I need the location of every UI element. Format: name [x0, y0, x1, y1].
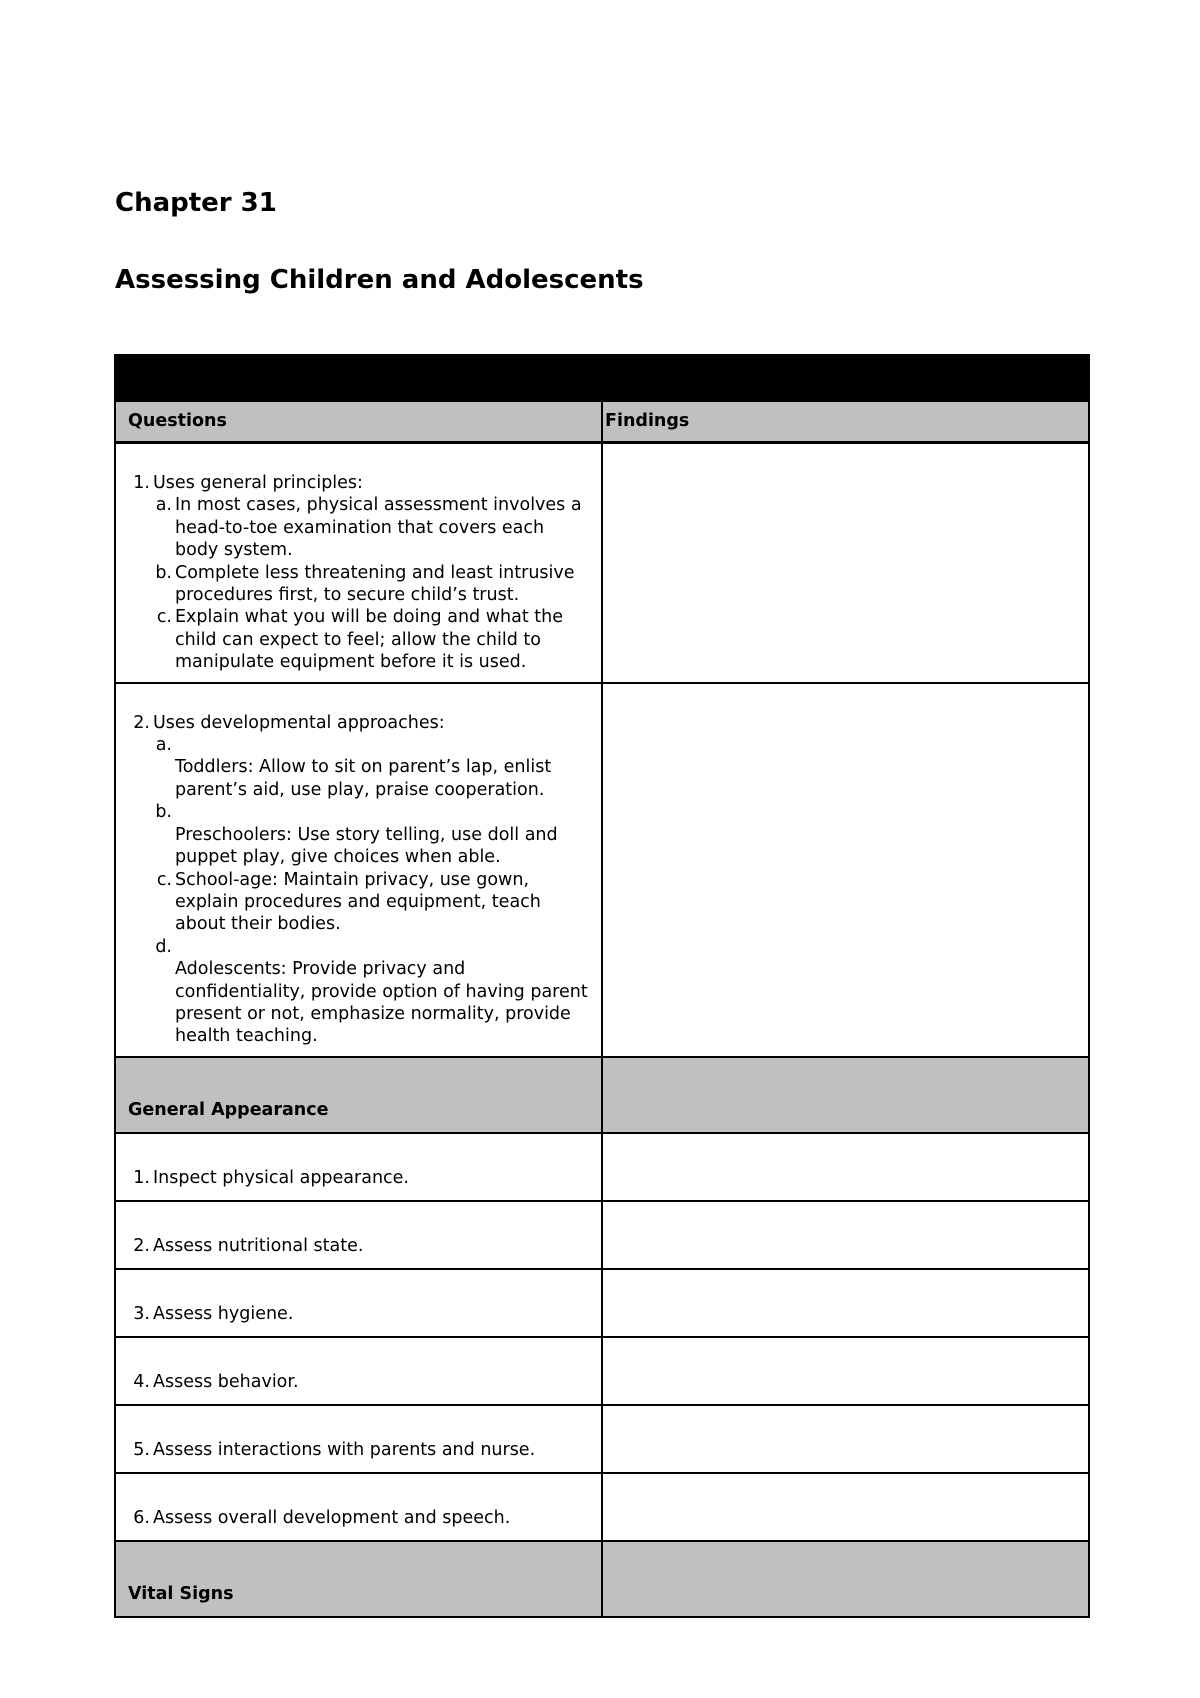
findings-cell[interactable] [602, 1201, 1089, 1269]
table-row [115, 683, 1089, 1057]
sub-item-letter: a. [155, 735, 172, 756]
sub-item [128, 494, 589, 561]
chapter-heading: Chapter 31 [115, 188, 277, 218]
findings-cell[interactable] [602, 1133, 1089, 1201]
item-text: Assess nutritional state. [153, 1236, 364, 1257]
table-banner [115, 355, 1089, 401]
sub-item-text: Complete less threatening and least intrusive procedures first, to secure child’s trust. [175, 562, 575, 606]
sub-item-letter-line [128, 936, 589, 958]
table-row [115, 1337, 1089, 1405]
item-number: 1. [133, 1168, 150, 1189]
sub-item-text: Adolescents: Provide privacy and confidentiality, provide option of having parent present or not, emphasize normality, provide health teaching. [175, 959, 588, 1047]
findings-cell[interactable] [602, 683, 1089, 1057]
findings-cell[interactable] [602, 1337, 1089, 1405]
question-cell [115, 1473, 602, 1541]
sub-item-text: Explain what you will be doing and what the child can expect to feel; allow the child to manipulate equipment before it is used. [175, 607, 563, 673]
sub-item [128, 869, 589, 936]
question-cell [115, 443, 602, 683]
findings-cell[interactable] [602, 1269, 1089, 1337]
sub-item-letter: b. [155, 562, 172, 583]
section-findings-cell [602, 1057, 1089, 1133]
item-number: 2. [133, 1236, 150, 1257]
sub-item-letter: c. [156, 607, 172, 628]
item-text: Assess hygiene. [153, 1304, 294, 1325]
sub-item-text: Toddlers: Allow to sit on parent’s lap, enlist parent’s aid, use play, praise cooperation. [175, 757, 552, 800]
item-text: Assess overall development and speech. [153, 1508, 511, 1529]
table-header-row [115, 401, 1089, 443]
sub-item-letter: c. [156, 869, 172, 890]
item-number: 3. [133, 1304, 150, 1325]
table-row [115, 1473, 1089, 1541]
findings-cell[interactable] [602, 1473, 1089, 1541]
question-cell [115, 1337, 602, 1405]
item-number: 5. [133, 1440, 150, 1461]
section-findings-cell [602, 1541, 1089, 1617]
item-number: 1. [133, 473, 150, 493]
section-row-vital-signs [115, 1541, 1089, 1617]
page-title: Assessing Children and Adolescents [115, 265, 644, 295]
assessment-table [114, 354, 1090, 1618]
list-item [128, 712, 589, 734]
sub-item-letter-line [128, 801, 589, 823]
question-cell [115, 1405, 602, 1473]
section-label: General Appearance [115, 1057, 602, 1133]
table-row [115, 1201, 1089, 1269]
item-text: Uses developmental approaches: [153, 712, 445, 733]
table-row [115, 1405, 1089, 1473]
sub-item-letter: a. [155, 495, 172, 516]
table-row [115, 443, 1089, 683]
questions-header: Questions [115, 401, 602, 443]
section-label: Vital Signs [115, 1541, 602, 1617]
table-row [115, 1269, 1089, 1337]
sub-item-letter: b. [155, 802, 172, 823]
sub-item-letter-line [128, 734, 589, 756]
list-item [128, 472, 589, 494]
item-text: Uses general principles: [153, 473, 363, 493]
item-number: 6. [133, 1508, 150, 1529]
item-text: Assess interactions with parents and nurse. [153, 1440, 536, 1461]
sub-item-letter: d. [155, 936, 172, 957]
table-row [115, 1133, 1089, 1201]
findings-cell[interactable] [602, 443, 1089, 683]
sub-item-text: In most cases, physical assessment involves a head-to-toe examination that covers each body system. [175, 495, 582, 561]
question-cell [115, 1133, 602, 1201]
findings-header: Findings [602, 401, 1089, 443]
question-cell [115, 683, 602, 1057]
question-cell [115, 1269, 602, 1337]
item-number: 2. [133, 712, 150, 733]
question-cell [115, 1201, 602, 1269]
item-text: Assess behavior. [153, 1372, 299, 1393]
section-row-general-appearance [115, 1057, 1089, 1133]
sub-item-text: Preschoolers: Use story telling, use doll and puppet play, give choices when able. [175, 824, 558, 868]
findings-cell[interactable] [602, 1405, 1089, 1473]
item-text: Inspect physical appearance. [153, 1168, 409, 1189]
sub-item [128, 606, 589, 673]
sub-item [128, 562, 589, 607]
table-banner-row [115, 355, 1089, 401]
item-number: 4. [133, 1372, 150, 1393]
sub-item-text: School-age: Maintain privacy, use gown, explain procedures and equipment, teach about their bodies. [175, 869, 541, 935]
